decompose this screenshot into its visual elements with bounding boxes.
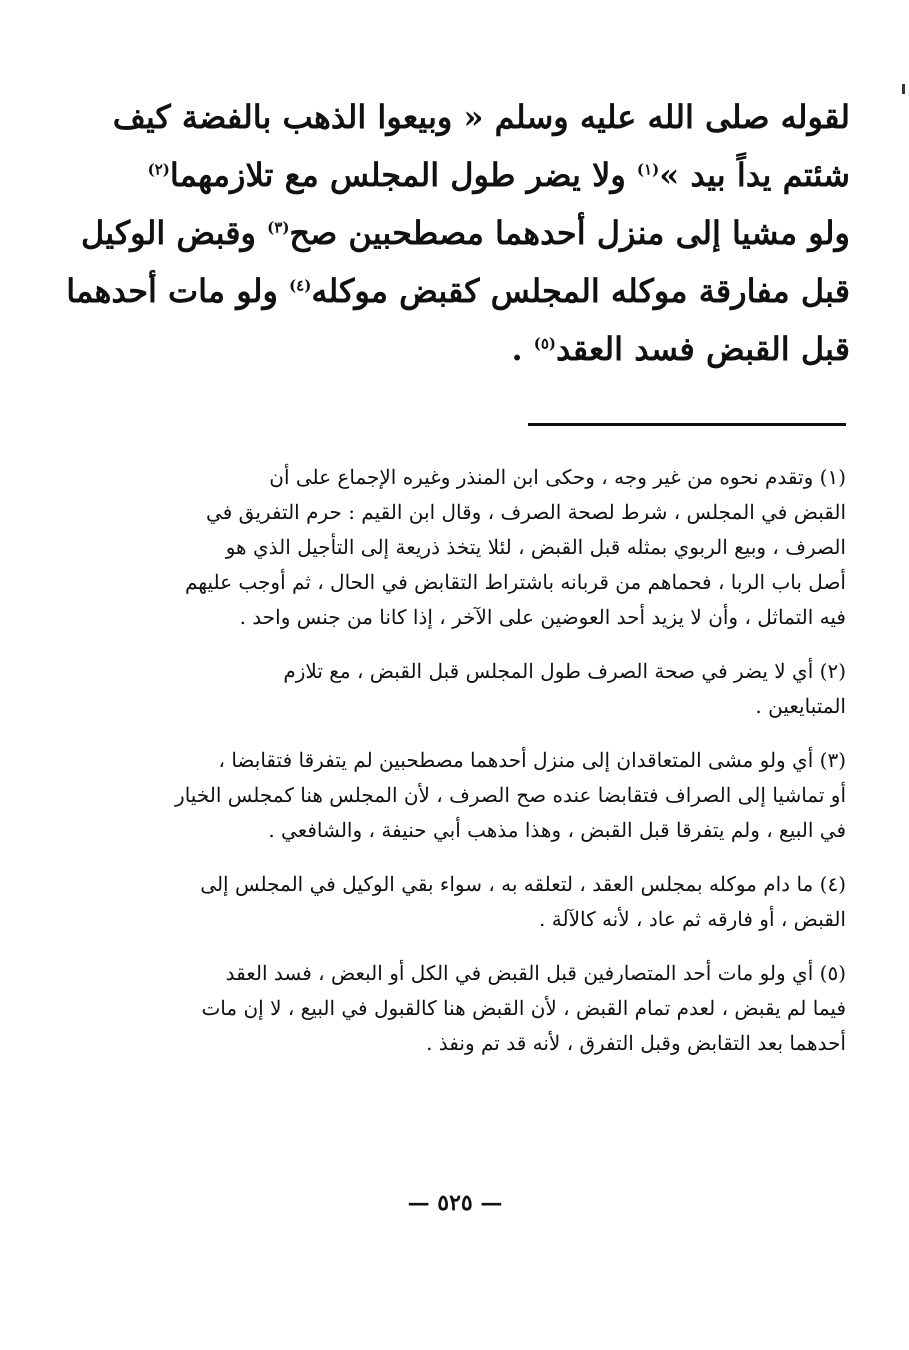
edge-mark (902, 84, 905, 94)
footnote-marker: (١) (819, 465, 846, 489)
footnote-marker: (٥) (819, 961, 846, 985)
footnote-5-line-1: (٥) أي ولو مات أحد المتصارفين قبل القبض في الكل أو البعض ، فسد العقد (225, 961, 846, 985)
footnote-ref-5: (٥) (533, 334, 556, 353)
main-line-4: قبل مفارقة موكله المجلس كقبض موكله$^{(٤)}$ ولو مات أحدهما (66, 272, 850, 310)
main-line-5: قبل القبض فسد العقد$^{(٥)}$ . (511, 330, 850, 368)
main-line-2: شئتم يداً بيد »$^{(١)}$ ولا يضر طول المجلس مع تلازمهما$^{(٢)}$ (147, 156, 850, 194)
footnote-3-line-2: أو تماشيا إلى الصراف فتقابضا عنده صح الصرف ، لأن المجلس هنا كمجلس الخيار (175, 783, 846, 807)
footnote-3 (108, 743, 846, 848)
footnote-1-line-3: الصرف ، وبيع الربوي بمثله قبل القبض ، لئلا يتخذ ذريعة إلى التأجيل الذي هو (225, 535, 846, 559)
footnote-1-line-1: (١) وتقدم نحوه من غير وجه ، وحكى ابن المنذر وغيره الإجماع على أن (269, 465, 846, 489)
footnote-4-line-2: القبض ، أو فارقه ثم عاد ، لأنه كالآلة . (539, 907, 846, 931)
footnote-5-line-2: فيما لم يقبض ، لعدم تمام القبض ، لأن القبض هنا كالقبول في البيع ، لا إن مات (201, 996, 846, 1020)
footnote-1-line-5: فيه التماثل ، وأن لا يزيد أحد العوضين على الآخر ، إذا كانا من جنس واحد . (239, 605, 846, 629)
footnote-1 (108, 460, 846, 635)
footnote-5 (108, 956, 846, 1061)
footnote-5-line-3: أحدهما بعد التقابض وقبل التفرق ، لأنه قد تم ونفذ . (426, 1031, 846, 1055)
footnote-2 (108, 654, 846, 724)
footnote-marker: (٢) (819, 659, 846, 683)
footnote-separator (528, 423, 846, 426)
footnote-2-line-1: (٢) أي لا يضر في صحة الصرف طول المجلس قبل القبض ، مع تلازم (283, 659, 846, 683)
main-line-3: ولو مشيا إلى منزل أحدهما مصطحبين صح$^{(٣)}$ وقبض الوكيل (80, 214, 850, 252)
footnote-4-line-1: (٤) ما دام موكله بمجلس العقد ، لتعلقه به ، سواء بقي الوكيل في المجلس إلى (200, 872, 846, 896)
footnote-2-line-2: المتبايعين . (755, 694, 846, 718)
footnote-1-line-4: أصل باب الربا ، فحماهم من قربانه باشتراط التقابض في الحال ، ثم أوجب عليهم (184, 570, 846, 594)
footnote-1-line-2: القبض في المجلس ، شرط لصحة الصرف ، وقال ابن القيم : حرم التفريق في (206, 500, 846, 524)
main-text (66, 88, 850, 378)
footnote-ref-2: (٢) (147, 160, 170, 179)
footnote-marker: (٤) (819, 872, 846, 896)
page-number: — ٥٢٥ — (407, 1190, 503, 1216)
footnote-4 (108, 867, 846, 937)
footnote-3-line-1: (٣) أي ولو مشى المتعاقدان إلى منزل أحدهما مصطحبين لم يتفرقا فتقابضا ، (218, 748, 846, 772)
footnote-ref-3: (٣) (267, 218, 290, 237)
footnote-ref-1: (١) (636, 160, 660, 179)
footnotes (108, 460, 846, 1080)
footnote-marker: (٣) (819, 748, 846, 772)
footnote-3-line-3: في البيع ، ولم يتفرقا قبل القبض ، وهذا مذهب أبي حنيفة ، والشافعي . (268, 818, 846, 842)
footnote-ref-4: (٤) (289, 276, 312, 295)
main-line-1: لقوله صلى الله عليه وسلم « وبيعوا الذهب بالفضة كيف (112, 98, 850, 136)
